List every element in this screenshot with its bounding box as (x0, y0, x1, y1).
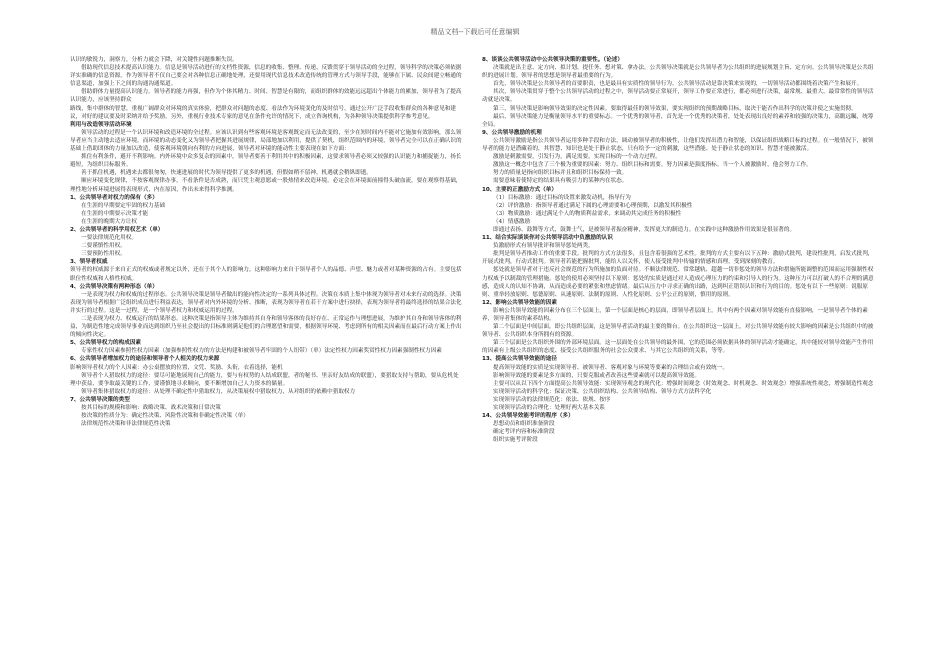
paragraph: （2）评价激励：指领导者通过满足下属的心理需要和心理预期，以激发其积极性 (493, 202, 693, 209)
paragraph: 在生涯的中期要示决策才能 (81, 210, 149, 217)
section-heading: 11、结合实际谈谈你对公共领导活动中负激励的认识 (482, 235, 613, 242)
paragraph: 第三个层面是公共组织外围的外部环境层面。这一层面处在公共领导的最外围，它的范围必须依据具体的领导活动才能确定，其中能较对领导效能产生作用的因素有上级公共组织的态度、接受公共组织服务的社会公众要求、与其它公共组织的关系，等等。 (482, 340, 874, 355)
paragraph: 批判是领导者推动工作的重要手段。批判的方式方法很多，且包含着很强的艺术性。批判的方式主要有以下五种：激励式批判，建设性批判，启发式批判，开展式批判，行动式批判。领导者若能把握批判，能给人以关怀，使人接受批判中传输的情感和真理，受到深刻的教育。 (482, 251, 874, 266)
paragraph: 负激励形式有领导批评和领导惩处两类。 (493, 243, 594, 250)
left-column (70, 56, 464, 428)
paragraph: 激励是刺激需要，引发行为，满足需要，实现目标的一个动力过程。 (493, 154, 661, 161)
paragraph: 专家性权力因素参照性权力因素（加强参照性权力的方法是构建和被领导者牢固的个人纽带）（单）法定性权力因素奖赏性权力因素强制性权力因素 (81, 348, 442, 355)
paragraph: 借助群体力量提高认识能力。领导者的能力再强，但作为个体其精力、时间、智慧是有限的，而组织群体的效能远远超出个体能力的累加，领导者为了提高认识能力，应该坚持群众 (70, 89, 462, 104)
paragraph: 主要可以从以下四个方面提高公共领导效能：实现领导观念的现代化：增强时间观念（时效观念、时机观念、时效观念）增强系统性观念，增强制造性观念 (493, 380, 874, 387)
paragraph: 其次，领导决策贯穿于整个公共领导活动的过程之中，领导活动要正常展开，领导工作要正常进行，都必须进行决策，最常规、最重大、最常常性的领导活动就是决策。 (482, 89, 874, 104)
section-heading: 14、公共领导效能考评的程序（多） (482, 413, 574, 420)
paragraph: 实现领导活动的科学化：保证决策、公共组织结构、公共领导结构、领导方式方法科学化 (493, 388, 712, 395)
section-heading: 4、公共领导决策有两种形态（单） (70, 283, 158, 290)
section-heading: 10、主要的正激励方式（单） (482, 186, 557, 193)
section-heading: 2、公共领导者的科学用权艺术（单） (70, 226, 164, 233)
paragraph: 需要意味着使特定的结果具有吸引力的某种内在状态。 (493, 178, 628, 185)
paragraph: 影响公共领导效能的因素分布在三个层面上，第一个层面是核心的层面，即领导者层面上，其中有两个因素对领导效能有直接影响，一是领导者个体的素养，领导者集体的素养结构。 (482, 307, 868, 322)
paragraph: 按其目标的规模和影响：战略决策、战术决策和日常决策 (81, 405, 221, 412)
section-heading: 12、影响公共领导效能的因素 (482, 299, 557, 306)
paragraph: 领导活动的过程是一个认识环境和改造环境的全过程。应该认识到有些客观环境是客观既定而无法改变的，至少在短时间内不能对它施加有效影响，那么领导者应当主动地去适应环境，而环境的动态变化又为领导者把握其进展规律，局部地加以利用，提供了契机，组织范围内的环境，领导者完全可以在正确认识的基础上借助团体的力量加以改造，使客观环境朝向有利的方向进展，领导者对环境的能动性主要表现在如下方面： (70, 129, 462, 153)
right-column (482, 56, 876, 445)
paragraph: 抓住有利条件，避开不利影响。内外环境中众多复杂的因素中，领导者要善于利用其中的积极因素，这要求领导者必须又较强的认识能力和捕捉能力，扬长避短，为组织目标服务。 (70, 154, 462, 169)
paragraph: 在生涯的早期要定牢固的权力基础 (81, 202, 165, 209)
paragraph: 善于抓住机遇，机遇来去都很匆匆，快速进展的时代为领导提供了更多的机遇，但假如稍不留神，机遇就会稍纵即逝。 (81, 170, 372, 177)
paragraph: 第三，领导决策是影响领导效果的决定性因素。要取得最佳的领导效果，要实现组织的预期战略目标，取决于能否作出科学的决策并使之实施贯彻。 (493, 105, 857, 112)
paragraph: （3）物质激励：通过满足个人的物质利益需求，来调动其完成任务的积极性 (493, 210, 682, 217)
paragraph: 影响领导效能的要素是多方面的，只要克服或者改善这些要素就可以提高领导效能。 (493, 372, 700, 379)
paragraph: 影响领导者权力的个人因素：办公桌摆放的位置，文凭、奖励、头衔，衣着选择，能机 (70, 364, 283, 371)
paragraph: 借助现代信息技术提高认识能力。信息是领导活动进行的文档性资源，信息的收集、整理、传递、反馈贯穿于领导活动的全过程，领导科学的决策必须依据详实准确的信息资源。作为领导者不仅自己要会对各种信息正确地处理，还要用现代信息技术改造传统的管理方式与领导手段，能够在下属、民众间建立畅通的信息渠道，加强上下之间的沟通沟通渠道。 (70, 65, 462, 88)
paragraph: 认识的敏锐力，洞察力，分析力就会下降，对关键性问题推断失误。 (70, 57, 238, 63)
section-heading: 8、谈谈公共领导活动中公共领导决策的重要性。（论述） (482, 57, 623, 63)
page-header: 精品文档--下载后可任意编辑 (430, 28, 520, 36)
paragraph: 二要谨慎性用权。 (81, 243, 126, 250)
paragraph: 公共领导激励是指公共领导者运用多种手段和方法，调动被领导者的积极性，让他们发挥出潜力和智能，以保证组织战略目标的过程。在一般情况下，被领导者的能力是潜藏着的，其智慧、知识也是处于静止状态，只有给予一定的刺激，这些潜能、处于静止状态的知识、智慧才能被激活。 (482, 137, 874, 153)
paragraph: 实现领导活动的合理化：处理好两大基本关系 (493, 405, 605, 412)
section-heading: 13、提高公共领导效能的途径 (482, 356, 557, 363)
paragraph: 第二个层面是中间层面，即公共组织层面，这是领导者活动的最主要的舞台。在公共组织这一层面上，对公共领导效能有较大影响的因素是公共组织中的被领导者、公共组织本身所拥有的资源。 (482, 324, 874, 339)
paragraph: 组织实施考评阶段 (493, 437, 538, 444)
paragraph: 确定考评内容和标准阶段 (493, 429, 555, 436)
paragraph: 三要预防性用权。 (81, 251, 126, 258)
paragraph: 一是表现为权力和权威的过程形态。公共领导决策是领导者做出的能向性决定的一系列具体过程。决策在本质上集中体现为领导者对未来行动的选择。决策表现为领导者根据广泛组织成员进行利益表达，领导者对内外环境的分析、推断，表现为领导者在若干方案中进行抉择，表现为领导者将最终选择的结果合法化并实行的过程。这是一过程，是一个领导者权力和权威运用的过程。 (70, 291, 462, 314)
section-heading: 3、领导者权威 (70, 259, 108, 266)
paragraph: 激励这一概念中包含了三个极为重要的因素：努力、组织目标和需要。努力因素是强度指标。当一个人被激励时，他会努力工作。 (493, 162, 812, 169)
paragraph: 领导者集体猎取权力的途径：从处理不确定性中猎取权力，从决策展权中猎取权力，从对组织的依赖中猎取权力 (81, 388, 356, 395)
section-heading: 5、公共领导权力的构成因素 (70, 340, 142, 347)
section-heading: 9、公共领导激励的机理 (482, 129, 542, 136)
paragraph: 领导者个人猎取权力的途径：要尽可能地展现自己的能力，要与有权势的人结成联盟，者的秘书、里亲好友结成的联盟），要猎取支持与帮助，要从危机处理中获益，要争取最关键的工作，要谨慎地寻求顺向，要不断增加自己人力资本的储量。 (70, 372, 459, 387)
paragraph: 领导者的权威源于来自正式的权威或者规定以外，还在于其个人的影响力，这种影响力来自于领导者个人的品德、声望、魅力或者对某种资源的占有。主要包括职位性权威和人格性权威。 (70, 267, 462, 282)
paragraph: 路线，集中群体的智慧，重视广阔群众对环境的真实体验，把群众对问题的态度、看法作为环境变化的及时信号，通过公开广泛手段收集群众的各种意见和建议，对好的建议要及时采纳并给予奖励，另外，重视行业技术专家的意见在条件允许的情况下，成立咨询机构，为各种领导决策提供科学参考意见。 (70, 105, 456, 120)
paragraph: 最后，领导决策能力是衡量领导水平的重要标志。一个优秀的领导者，首先是一个优秀的决策者，处处表现出良好的素养和较强的决策力，高瞻远瞩，统筹全局。 (482, 113, 874, 128)
paragraph: 在生涯的晚期大方让权 (81, 218, 137, 225)
paragraph: 二是表现为权力、权威运行的结果形态。这种决策是指领导主体为维持其自身和领导客体的良好存在、正常运作与理想进展，为维护其自身和领导客体的利益，为制造性地完成领导事业而达到组织乃至社会提出的目标准则满足他们的合理愿望和需要，根据领导环境、考虑到所有的相关因素而在最后行动方案上作出的倾向性决定。 (70, 316, 462, 339)
paragraph: （4）情感激励 (493, 218, 531, 225)
paragraph: 一要法律规范化用权。 (81, 235, 137, 242)
paragraph: 实现领导活动的法律规范化：依法、依规、按序 (493, 396, 611, 403)
paragraph: 惩处就是领导者对于违反社会规范的行为所施加的负面对待。不顺法律规范、常常越轨、超越一切非惩处的领导方法和措施所能调整的范围而运用强制性权力权威予以制裁的管理措施。惩处的使用必须坚持以下原则：惩处的实质是通过对人造成心理压力的约束和引导人的行为。这种压力可以打破人的不合理的满意感，造成人的认知不协调，从而造成必要的紧张和焦虑情绪。最后从压力中寻求正确的出路，达到纠正错误认识和行为的目的。惩处有以下一些原则：说服原则、重举轻放原则、惩德原则、从速原则、法制的原则、人性化原则、公平公正的原则，慎用的原则。 (482, 267, 874, 298)
paragraph: 思想动员和组织准备阶段 (493, 421, 555, 428)
paragraph: 顺应环境变化规律，不按客观规律办事，不看条件是否成熟，而只凭主观意愿或一股热情来改造环境，必定会在环境面前撞得头破血流。要在观察得基础，理性地分析环境进展得表现形式，内在原因，作出未来得科学推测。 (70, 178, 462, 193)
section-heading: 1、公共领导者对权力的保有（多） (70, 194, 158, 201)
paragraph: 提高领导效能的实质是实现领导者、被领导者、客观对象与环境等要素的合理结合或有效统一。 (493, 364, 728, 371)
section-heading: 7、公共领导决策的类型 (70, 396, 130, 403)
section-heading: 6、公共领导者增加权力的途径和领导者个人相关的权力来源 (70, 356, 220, 363)
paragraph: 按决策的性质分为：确定性决策、风险性决策和非确定性决策（单） (81, 413, 249, 420)
paragraph: 即通过表扬、鼓舞等方式，鼓舞士气，是被领导者振奋精神，发挥更大的制造力。在实践中这种激励作用效果是很显著的。 (493, 226, 796, 233)
paragraph: 决策就是出主意、定方向、拟计划、提任务、想对策、拿办法。公共领导决策就是公共领导者为公共组织的进展规划主旨、定方向。公共领导决策是公共组织的进展计划。领导者的思想是领导者最重要的行为。 (482, 65, 874, 80)
paragraph: （1）目标激励：通过目标的设置来激发动机，指导行为 (493, 194, 631, 201)
paragraph: 法律规范性决策和非法律规范性决策 (81, 421, 171, 428)
section-heading: 利用与改造领导活动环境 (70, 121, 132, 128)
paragraph: 努力的质量是指向组织目标并且和组织目标保持一致。 (493, 170, 628, 177)
paragraph: 首先，领导决策是公共领导者的首要职责，也是最具有实质性的领导行为。公共领导活动是靠决策来实现的，一切领导活动都围绕着决策产生和展开。 (493, 81, 863, 88)
